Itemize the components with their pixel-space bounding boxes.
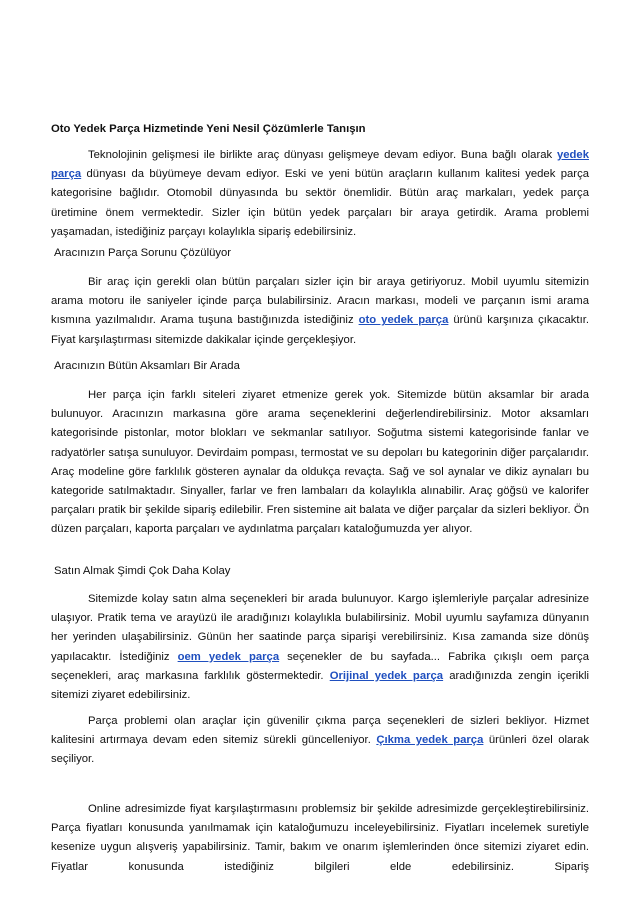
section-heading-satin-almak: Satın Almak Şimdi Çok Daha Kolay: [54, 565, 231, 577]
section4-text: Online adresimizde fiyat karşılaştırmasını problemsiz bir şekilde adresimizde gerçekleştirebilirsiniz. Parça fiyatları konusunda yanılmamak için kataloğumuzu inceleyebilirsiniz. Fiyatları incelemek suretiyle kesenize uygun alışveriş yapabilirsiniz. Tamir, bakım ve onarım işlemlerinden önce sitemizi ziyaret edin. Fiyatlar konusunda istediğiniz bilgileri elde edebilirsiniz. Sipariş: [51, 803, 589, 873]
section-heading-parca-sorunu: Aracınızın Parça Sorunu Çözülüyor: [54, 247, 232, 259]
intro-paragraph: [51, 146, 589, 242]
section1-text-after: ürünü karşınıza çıkacaktır. Fiyat karşılaştırması sitemizde dakikalar içinde gerçekleşiyor.: [51, 314, 589, 346]
section3-p1-text-before: Sitemizde kolay satın alma seçenekleri bir arada bulunuyor. Kargo işlemleriyle parçalar adresinize ulaşıyor. Pratik tema ve arayüzü ile aradığınızı kolaylıkla bulabilirsiniz. Mobil uyumlu sayfamıza dünyanın her yerinden ulaşabilirsiniz. Günün her saatinde parça siparişi verebilirsiniz. Kısa zamanda size dönüş yapılacaktır. İstediğiniz: [51, 593, 589, 663]
section2-paragraph: [51, 386, 589, 540]
section3-p2-text-after: ürünleri özel olarak seçiliyor.: [51, 734, 589, 766]
cikma-yedek-parca-link[interactable]: Çıkma yedek parça: [376, 734, 484, 747]
section3-paragraph-2: [51, 712, 589, 770]
intro-text-before: Teknolojinin gelişmesi ile birlikte araç dünyası gelişmeye devam ediyor. Buna bağlı olarak: [88, 149, 557, 161]
section1-paragraph: [51, 273, 589, 350]
section-heading-butun-aksamlar: Aracınızın Bütün Aksamları Bir Arada: [54, 360, 240, 372]
section2-text: Her parça için farklı siteleri ziyaret etmenize gerek yok. Sitemizde bütün aksamlar bir arada bulunuyor. Aracınızın markasına göre arama seçeneklerini değerlendirebilirsiniz. Motor aksamları kategorisinde pistonlar, motor blokları ve sekmanlar satılıyor. Soğutma sistemi kategorisinde fanlar ve radyatörler satışa sunuluyor. Devirdaim pompası, termostat ve su depoları bu kategorinin diğer parçalarıdır. Araç modeline göre farklılık gösteren aynalar da oldukça revaçta. Sağ ve sol aynalar ve dikiz aynaları bu kategoride satılmaktadır. Sinyaller, farlar ve fren lambaları da kolaylıkla alınabilir. Araç göğsü ve kalorifer parçaları pratik bir şekilde sipariş edilebilir. Fren sistemine ait balata ve diğer parçalar da sizleri bekliyor. Ön düzen parçaları, kaporta parçaları ve aydınlatma parçaları kataloğumuzda yer alıyor.: [51, 389, 589, 536]
section3-paragraph-1: [51, 590, 589, 705]
section4-paragraph: [51, 800, 589, 877]
section3-p2-text-before: Parça problemi olan araçlar için güvenilir çıkma parça seçenekleri de sizleri bekliyor. Hizmet kalitesini artırmaya devam eden sitemiz sürekli güncelleniyor.: [51, 715, 589, 747]
oto-yedek-parca-link[interactable]: oto yedek parça: [358, 314, 449, 327]
oem-yedek-parca-link[interactable]: oem yedek parça: [177, 650, 280, 663]
section1-text-before: Bir araç için gerekli olan bütün parçaları sizler için bir araya getiriyoruz. Mobil uyumlu sitemizin arama motoru ile saniyeler içinde parça bulabilirsiniz. Aracın markası, modeli ve parçanın ismi arama kısmına yazılmalıdır. Arama tuşuna bastığınızda istediğiniz: [51, 276, 589, 327]
section3-p1-text-middle: seçenekler de bu sayfada... Fabrika çıkışlı oem parça seçenekleri, araç markasına farklılık göstermektedir.: [51, 650, 589, 682]
yedek-parca-link[interactable]: yedek parça: [51, 149, 589, 181]
section3-p1-text-after: aradığınızda zengin içerikli sitemizi ziyaret edebilirsiniz.: [51, 669, 589, 702]
intro-text-after: dünyası da büyümeye devam ediyor. Eski ve yeni bütün araçların kullanım kalitesi yedek parça kategorisine bağlıdır. Otomobil dünyasında bu sektör önemlidir. Bütün araç markaları, yedek parça üretimine önem vermektedir. Sizler için bütün yedek parçaları bir araya getirdik. Arama problemi yaşamadan, istediğiniz parçayı kolaylıkla sipariş edebilirsiniz.: [51, 168, 589, 238]
document-title: Oto Yedek Parça Hizmetinde Yeni Nesil Çözümlerle Tanışın: [51, 123, 366, 135]
orijinal-yedek-parca-link[interactable]: Orijinal yedek parça: [329, 669, 444, 682]
